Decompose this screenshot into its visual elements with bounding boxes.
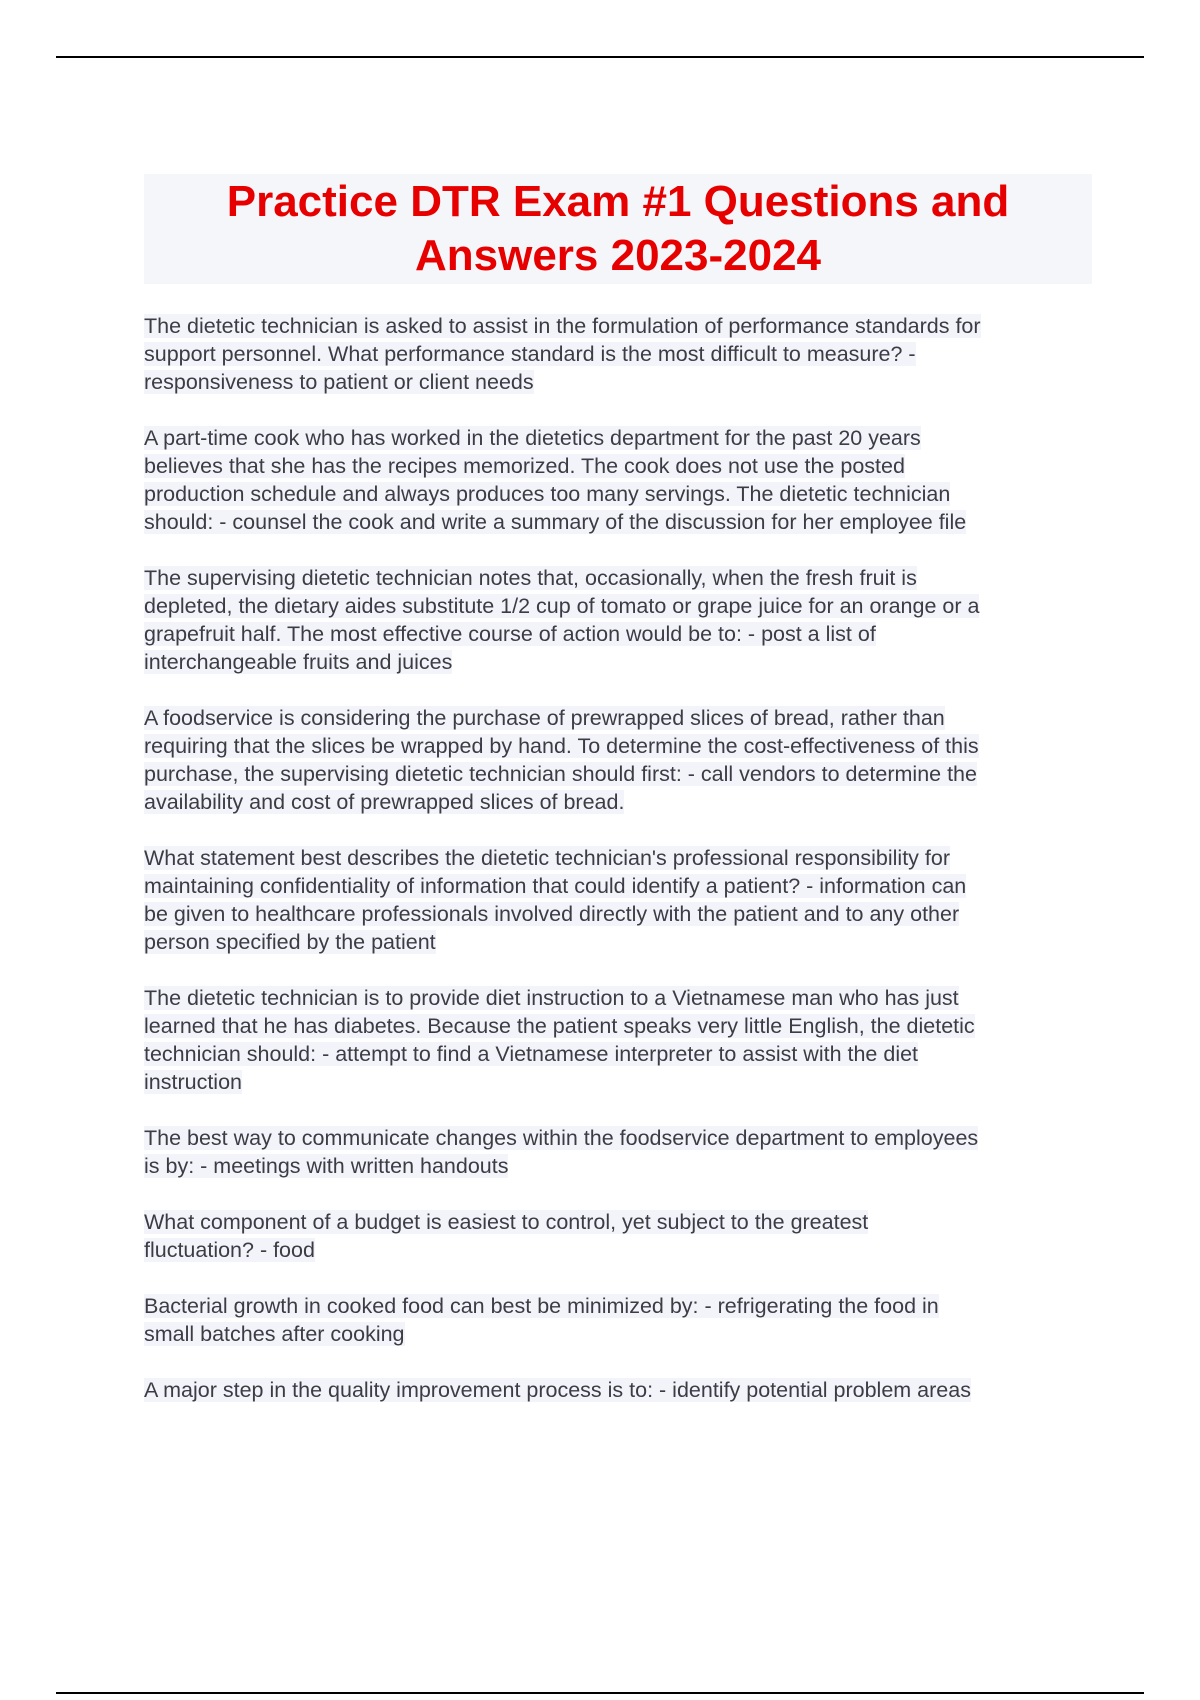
qa-line: The dietetic technician is asked to assist in the formulation of performance standards for: [144, 314, 981, 338]
qa-item: [144, 704, 1092, 816]
qa-line: technician should: - attempt to find a Vietnamese interpreter to assist with the diet: [144, 1042, 919, 1066]
qa-line: Bacterial growth in cooked food can best be minimized by: - refrigerating the food in: [144, 1294, 939, 1318]
qa-line: requiring that the slices be wrapped by hand. To determine the cost-effectiveness of this: [144, 734, 979, 758]
qa-line: depleted, the dietary aides substitute 1/2 cup of tomato or grape juice for an orange or a: [144, 594, 980, 618]
qa-list: [144, 312, 1092, 1432]
qa-line: production schedule and always produces too many servings. The dietetic technician: [144, 482, 951, 506]
qa-line: believes that she has the recipes memorized. The cook does not use the posted: [144, 454, 905, 478]
qa-line: responsiveness to patient or client needs: [144, 370, 534, 394]
qa-line: interchangeable fruits and juices: [144, 650, 453, 674]
qa-item: [144, 1208, 1092, 1264]
qa-line: The dietetic technician is to provide diet instruction to a Vietnamese man who has just: [144, 986, 959, 1010]
qa-line: purchase, the supervising dietetic technician should first: - call vendors to determine the: [144, 762, 977, 786]
title-line: Practice DTR Exam #1 Questions and: [226, 177, 1010, 226]
qa-line: fluctuation? - food: [144, 1238, 315, 1262]
qa-line: maintaining confidentiality of information that could identify a patient? - information can: [144, 874, 967, 898]
qa-line: instruction: [144, 1070, 242, 1094]
qa-line: A foodservice is considering the purchase of prewrapped slices of bread, rather than: [144, 706, 945, 730]
qa-item: [144, 424, 1092, 536]
qa-item: [144, 1124, 1092, 1180]
qa-line: What component of a budget is easiest to control, yet subject to the greatest: [144, 1210, 869, 1234]
bottom-rule: [56, 1692, 1144, 1694]
qa-item: [144, 844, 1092, 956]
page-title: [144, 174, 1092, 284]
title-line: Answers 2023-2024: [414, 231, 822, 280]
qa-item: [144, 984, 1092, 1096]
qa-line: The best way to communicate changes within the foodservice department to employees: [144, 1126, 979, 1150]
qa-line: person specified by the patient: [144, 930, 436, 954]
qa-line: is by: - meetings with written handouts: [144, 1154, 509, 1178]
qa-item: [144, 1292, 1092, 1348]
qa-line: learned that he has diabetes. Because the patient speaks very little English, the dietetic: [144, 1014, 975, 1038]
qa-line: A major step in the quality improvement process is to: - identify potential problem areas: [144, 1378, 971, 1402]
qa-line: What statement best describes the dietetic technician's professional responsibility for: [144, 846, 950, 870]
qa-line: be given to healthcare professionals involved directly with the patient and to any other: [144, 902, 960, 926]
qa-item: [144, 564, 1092, 676]
qa-line: grapefruit half. The most effective course of action would be to: - post a list of: [144, 622, 876, 646]
qa-line: support personnel. What performance standard is the most difficult to measure? -: [144, 342, 916, 366]
qa-line: small batches after cooking: [144, 1322, 405, 1346]
qa-line: A part-time cook who has worked in the dietetics department for the past 20 years: [144, 426, 921, 450]
qa-line: availability and cost of prewrapped slices of bread.: [144, 790, 625, 814]
qa-line: should: - counsel the cook and write a summary of the discussion for her employee file: [144, 510, 967, 534]
top-rule: [56, 56, 1144, 58]
qa-item: [144, 1376, 1092, 1404]
qa-line: The supervising dietetic technician notes that, occasionally, when the fresh fruit is: [144, 566, 917, 590]
qa-item: [144, 312, 1092, 396]
